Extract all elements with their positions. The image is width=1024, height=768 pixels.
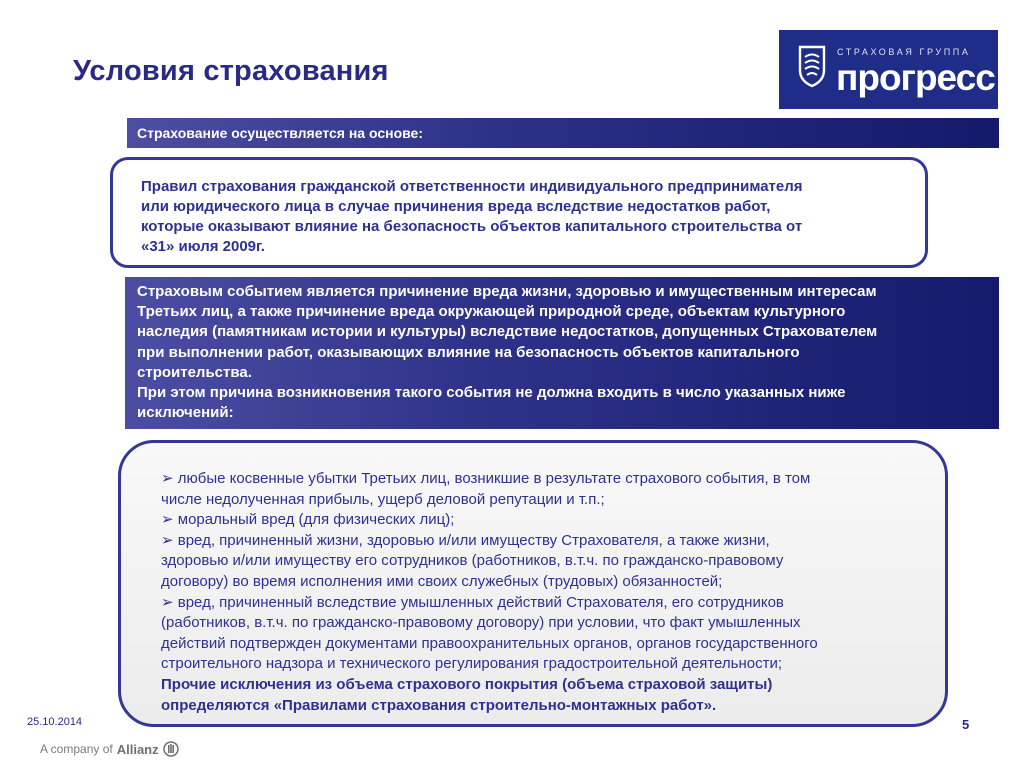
exclusion-item — [161, 510, 925, 531]
exclusion-line: (работников, в.т.ч. по гражданско-правовому договору) при условии, что факт умышленных — [161, 614, 801, 632]
exclusion-line: числе недолученная прибыль, ущерб деловой репутации и т.п.; — [161, 490, 605, 508]
exclusion-line: строительного надзора и технического регулирования градостроительной деятельности; — [161, 655, 782, 673]
shield-icon — [797, 44, 827, 88]
page-title: Условия страхования — [73, 55, 389, 87]
event-line: строительства. — [137, 363, 252, 381]
exclusion-item — [161, 469, 925, 510]
note-line: Прочие исключения из объема страхового покрытия (объема страховой защиты) — [161, 675, 773, 693]
company-prefix: A company of — [40, 742, 113, 756]
event-line: При этом причина возникновения такого события не должна входить в число указанных ниже — [137, 384, 846, 402]
exclusion-line: вред, причиненный жизни, здоровью и/или имуществу Страхователя, а также жизни, — [177, 531, 770, 549]
arrow-bullet-icon: ➢ — [161, 511, 174, 529]
basis-box — [110, 157, 928, 268]
allianz-credit — [40, 741, 179, 757]
event-line: исключений: — [137, 404, 234, 422]
logo-brand: прогресс — [836, 57, 995, 98]
arrow-bullet-icon: ➢ — [161, 470, 174, 487]
exclusion-item — [161, 531, 925, 593]
page-number: 5 — [962, 717, 970, 732]
arrow-bullet-icon: ➢ — [161, 593, 174, 611]
event-line: Третьих лиц, а также причинение вреда окружающей природной среде, объектам культурного — [137, 303, 846, 321]
exclusion-line: любые косвенные убытки Третьих лиц, возникшие в результате страхового события, в том — [177, 470, 811, 487]
basis-line: «31» июля 2009г. — [141, 238, 265, 255]
company-name: Allianz — [116, 741, 159, 757]
arrow-bullet-icon: ➢ — [161, 531, 174, 549]
basis-line: которые оказывают влияние на безопасность объектов капитального строительства от — [141, 218, 803, 235]
slide-date: 25.10.2014 — [27, 716, 83, 728]
exclusions-note — [161, 675, 925, 716]
note-line: определяются «Правилами страхования строительно-монтажных работ». — [161, 696, 717, 714]
exclusion-line: действий подтвержден документами правоохранительных органов, органов государственного — [161, 634, 818, 652]
insured-event-panel — [125, 277, 999, 429]
exclusion-item — [161, 593, 925, 675]
exclusion-line: здоровью и/или имуществу его сотрудников (работников, в.т.ч. по гражданско-правовому — [161, 552, 784, 570]
exclusion-line: вред, причиненный вследствие умышленных действий Страхователя, его сотрудников — [177, 593, 784, 611]
allianz-eagle-icon — [163, 741, 179, 757]
basis-line: Правил страхования гражданской ответственности индивидуального предпринимателя — [141, 178, 803, 195]
event-line: Страховым событием является причинение вреда жизни, здоровью и имущественным интересам — [137, 283, 877, 300]
event-line: при выполнении работ, оказывающих влияние на безопасность объектов капитального — [137, 343, 800, 361]
basis-line: или юридического лица в случае причинения вреда вследствие недостатков работ, — [141, 198, 771, 215]
exclusions-box — [118, 440, 948, 727]
exclusion-line: договору) во время исполнения ими своих служебных (трудовых) обязанностей; — [161, 572, 723, 590]
exclusion-line: моральный вред (для физических лиц); — [177, 511, 455, 529]
event-line: наследия (памятникам истории и культуры) вследствие недостатков, допущенных Страхователем — [137, 323, 878, 341]
company-logo — [779, 30, 998, 109]
basis-header: Страхование осуществляется на основе: — [127, 118, 999, 148]
logo-tagline: СТРАХОВАЯ ГРУППА — [837, 47, 971, 57]
